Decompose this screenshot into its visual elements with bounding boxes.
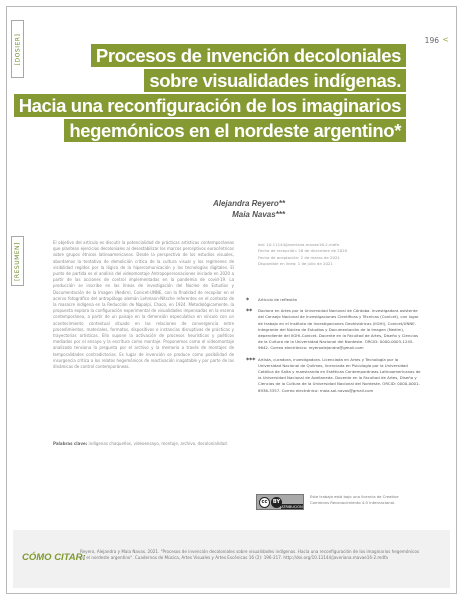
online-date: Disponible en línea: 1 de julio de 2021 (258, 261, 333, 267)
author-list (213, 198, 285, 220)
keywords (53, 441, 234, 447)
license-text: Este trabajo está bajo una licencia de Creative Commons Reconocimiento 4.0 Internacional. (310, 494, 399, 505)
author-name: Alejandra Reyero** (212, 199, 285, 208)
footnote-text: Artículo de reflexión (258, 297, 298, 302)
article-title (18, 44, 406, 144)
footnote-mark: ** (246, 308, 253, 316)
keywords-list: indígenas chaqueños, videoensayo, montaje, archivo, decolonialidad. (88, 441, 228, 446)
page-number: 196 (424, 36, 439, 45)
cc-icon: cc (259, 497, 270, 508)
citation-text: Reyero, Alejandra y Maia Navas. 2021. "Procesos de invención decoloniales sobre visualidades indígenas. Hacia una reconfiguración de los imaginarios hegemónicos en el nordeste argentino". Cuadernos de Música, Artes Visuales y Artes Escénicas 16 (2): 196-217. http://doi.org/10.11144/javeriana.mavae16-2.mdfa (80, 549, 419, 561)
badge-strip: ATRIBUCIÓN (281, 504, 303, 509)
author-name: Maia Navas*** (232, 210, 285, 219)
abstract-text: El objetivo del artículo es discutir la potencialidad de prácticas artísticas contemporáneas que plantean ejercicios decoloniales al desestabilizar los marcos perceptivos eurocéntricos sobre grupos étnicos latinoamericanos. Desde la perspectiva de los estudios visuales, abordamos la tentativa de demolición crítica de la cultura visual y los regímenes de visibilidad regidos por la lógica de la hipercomunicación y las tecnologías digitales. El punto de partida es el análisis del videomontaje Antropopersonaciones iniciado en 2020 a partir de las acciones de control implementadas en la pandemia de covid-19. La producción se inscribe en las líneas de investigación del Núcleo de Estudios y Documentación de la Imagen (Nedim), Conicet-UNNE, con la finalidad de recopilar en el acervo fotográfico del antropólogo alemán Lehmann-Nitsche referentes en el contexto de la masacre indígena en la Reducción de Napalpí, Chaco, en 1924. Metodológicamente, la propuesta explora la configuración experimental de visualidades impensadas en la escena contemporánea, a partir de un paisaje en la dimensión especulativa en vínculo con un acontecimiento contextual situado en las relaciones de convergencia entre procedimientos, materiales, formatos, dispositivos e instancias disruptivas de prácticas y trayectorias artísticas. Ello supone la activación de procesos heurísticos y poéticos mediados por el ensayo y la escritura como montaje. Proponemos como el videomontaje analizado tensiona la pregunta por el archivo y la memoria a través de montajes de temporalidades contradictorias. Es lugar de invención se produce como posibilidad de insurgencia crítica a los relatos hegemónicos de reactivación inagotable y por parte de las dinámicas de control contemporáneas. (53, 240, 234, 370)
article-metadata (258, 242, 408, 268)
footnote (246, 308, 422, 351)
title-line: sobre visualidades indígenas. (144, 69, 406, 92)
footnote-mark: * (246, 297, 250, 304)
abstract-tag-label: [RESUMEN] (14, 241, 21, 281)
footnote (246, 297, 422, 304)
doi-line: doi: 10.11144/javeriana.mavae16-2.mdfa (258, 242, 340, 247)
footnote (246, 356, 422, 394)
accepted-date: Fecha de aceptación: 2 de marzo de 2021 (258, 254, 340, 260)
creative-commons-badge[interactable] (256, 494, 304, 510)
received-date: Fecha de recepción: 28 de diciembre de 2020 (258, 248, 348, 254)
footnote-text: Artista, curadora, investigadora. Licenciada en Artes y Tecnología por la Universidad Nacional de Quilmes, licenciada en Psicología por la Universidad Católica de Salta y maestranda en Estéticas Contemporáneas Latinoamericanas de la Universidad Nacional de Avellaneda. Docente en la Facultad de Artes, Diseño y Ciencias de la Cultura de la Universidad Nacional del Nordeste. ORCID: 0000-0001-8936-3357. Correo electrónico: maia.sol.navas@gmail.com (258, 356, 421, 393)
citation-label: CÓMO CITAR: (22, 552, 86, 563)
title-line: Hacia una reconfiguración de los imaginarios (14, 94, 406, 117)
attribution-icon: BY (271, 497, 282, 508)
footnote-text: Doctora en Artes por la Universidad Nacional de Córdoba. Investigadora asistente del Consejo Nacional de Investigaciones Científicas y Técnicas (Conicet), con lugar de trabajo en el Instituto de Investigaciones Geohistóricas (IIGHI), Conicet/UNNE. Integrante del Núcleo de Estudios y Documentación de la Imagen (Nedim), dependiente del IIGHI-Conicet. Docente en la Facultad de Artes, Diseño y Ciencias de la Cultura de la Universidad Nacional del Nordeste. ORCID: 0000-0003-1245-9642. Correo electrónico: reyeroalejandra@gmail.com (258, 308, 419, 351)
title-line: Procesos de invención decoloniales (91, 44, 406, 67)
section-tag-label: [DOSIER] (14, 33, 21, 65)
page-nav-arrow-icon: < (442, 35, 449, 44)
abstract-tag (11, 236, 24, 286)
section-tag (11, 20, 24, 78)
footnote-mark: *** (246, 356, 256, 364)
keywords-label: Palabras clave: (53, 441, 88, 446)
title-line: hegemónicos en el nordeste argentino* (64, 119, 406, 142)
author-notes (246, 297, 422, 399)
